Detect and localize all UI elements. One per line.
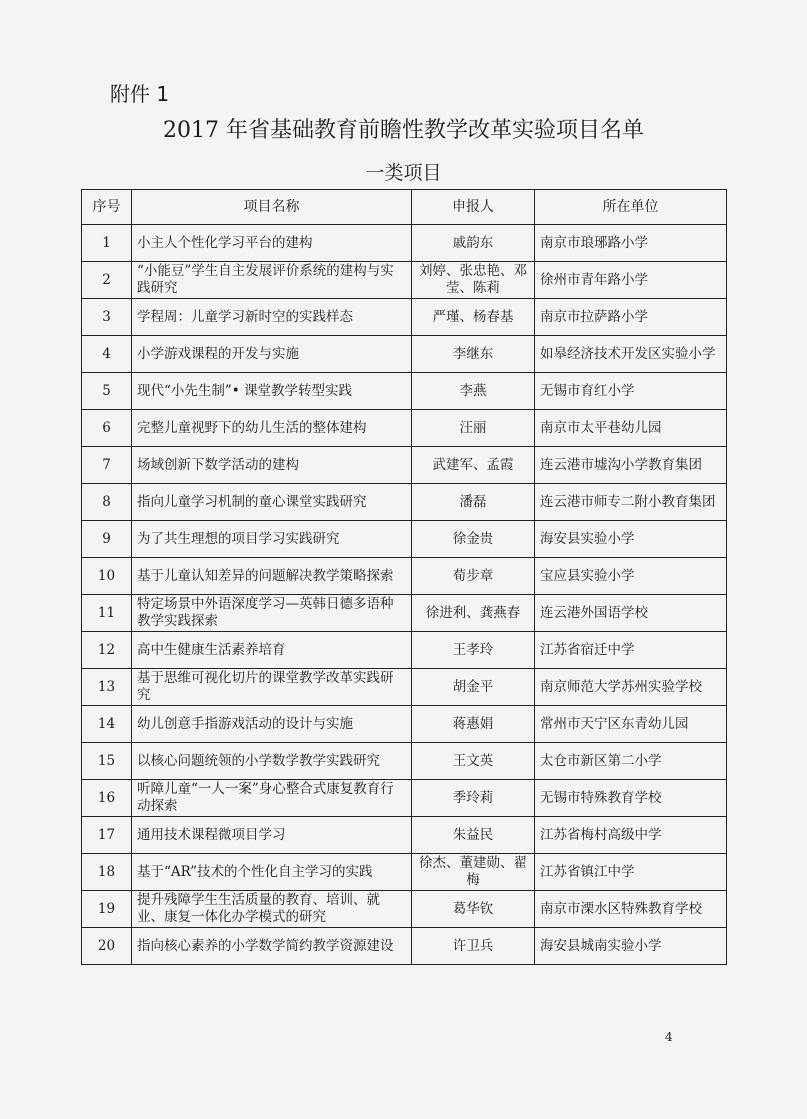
row-number: 13 [82,669,132,706]
table-row [82,780,727,817]
applicant-name: 蒋惠娟 [412,706,535,743]
project-name: 指向核心素养的小学数学简约教学资源建设 [132,928,412,965]
row-number: 4 [82,336,132,373]
project-name: 完整儿童视野下的幼儿生活的整体建构 [132,410,412,447]
header-applicant: 申报人 [412,190,535,225]
unit-name: 无锡市育红小学 [535,373,727,410]
header-number: 序号 [82,190,132,225]
attachment-label: 附件 1 [110,82,170,106]
project-name: “小能豆”学生自主发展评价系统的建构与实践研究 [132,262,412,299]
row-number: 19 [82,891,132,928]
project-name: 现代“小先生制”• 课堂教学转型实践 [132,373,412,410]
project-name: 为了共生理想的项目学习实践研究 [132,521,412,558]
unit-name: 南京市琅琊路小学 [535,225,727,262]
applicant-name: 荀步章 [412,558,535,595]
section-subtitle: 一类项目 [365,162,442,184]
unit-name: 常州市天宁区东青幼儿园 [535,706,727,743]
table-row [82,669,727,706]
applicant-name: 汪丽 [412,410,535,447]
unit-name: 江苏省宿迁中学 [535,632,727,669]
applicant-name: 徐金贵 [412,521,535,558]
unit-name: 连云港市墟沟小学教育集团 [535,447,727,484]
table-row [82,891,727,928]
applicant-name: 朱益民 [412,817,535,854]
applicant-name: 李燕 [412,373,535,410]
applicant-name: 刘婷、张忠艳、邓莹、陈莉 [412,262,535,299]
table-row [82,410,727,447]
unit-name: 徐州市青年路小学 [535,262,727,299]
project-name: 指向儿童学习机制的童心课堂实践研究 [132,484,412,521]
header-project-name: 项目名称 [132,190,412,225]
row-number: 18 [82,854,132,891]
project-name: 小学游戏课程的开发与实施 [132,336,412,373]
unit-name: 南京市溧水区特殊教育学校 [535,891,727,928]
table-row [82,632,727,669]
project-name: 高中生健康生活素养培育 [132,632,412,669]
project-name: 提升残障学生生活质量的教育、培训、就业、康复一体化办学模式的研究 [132,891,412,928]
applicant-name: 徐进利、龚燕春 [412,595,535,632]
row-number: 5 [82,373,132,410]
unit-name: 南京市拉萨路小学 [535,299,727,336]
applicant-name: 许卫兵 [412,928,535,965]
project-name: 小主人个性化学习平台的建构 [132,225,412,262]
header-unit: 所在单位 [535,190,727,225]
project-name: 幼儿创意手指游戏活动的设计与实施 [132,706,412,743]
unit-name: 如皋经济技术开发区实验小学 [535,336,727,373]
table-row [82,484,727,521]
unit-name: 连云港市师专二附小教育集团 [535,484,727,521]
row-number: 20 [82,928,132,965]
row-number: 9 [82,521,132,558]
table-body [82,225,727,965]
row-number: 6 [82,410,132,447]
applicant-name: 戚韵东 [412,225,535,262]
project-name: 以核心问题统领的小学数学教学实践研究 [132,743,412,780]
unit-name: 江苏省梅村高级中学 [535,817,727,854]
row-number: 14 [82,706,132,743]
table-row [82,854,727,891]
row-number: 8 [82,484,132,521]
table-row [82,743,727,780]
unit-name: 无锡市特殊教育学校 [535,780,727,817]
row-number: 15 [82,743,132,780]
table-row [82,262,727,299]
applicant-name: 葛华钦 [412,891,535,928]
project-name: 通用技术课程微项目学习 [132,817,412,854]
row-number: 10 [82,558,132,595]
applicant-name: 徐杰、董建勋、翟梅 [412,854,535,891]
table-header-row [82,190,727,225]
row-number: 11 [82,595,132,632]
project-name: 基于思维可视化切片的课堂教学改革实践研究 [132,669,412,706]
page-number: 4 [665,1030,673,1044]
row-number: 3 [82,299,132,336]
unit-name: 南京市太平巷幼儿园 [535,410,727,447]
row-number: 1 [82,225,132,262]
applicant-name: 严瑾、杨春基 [412,299,535,336]
table-row [82,447,727,484]
table-row [82,373,727,410]
table-row [82,928,727,965]
table-row [82,336,727,373]
row-number: 2 [82,262,132,299]
unit-name: 太仓市新区第二小学 [535,743,727,780]
table-row [82,706,727,743]
table-row [82,521,727,558]
table-row [82,299,727,336]
unit-name: 连云港外国语学校 [535,595,727,632]
project-table [81,189,727,965]
unit-name: 江苏省镇江中学 [535,854,727,891]
applicant-name: 季玲莉 [412,780,535,817]
table-row [82,225,727,262]
project-name: 基于儿童认知差异的问题解决教学策略探索 [132,558,412,595]
project-name: 听障儿童“一人一案”身心整合式康复教育行动探索 [132,780,412,817]
project-name: 特定场景中外语深度学习—英韩日德多语种教学实践探索 [132,595,412,632]
unit-name: 海安县城南实验小学 [535,928,727,965]
unit-name: 宝应县实验小学 [535,558,727,595]
applicant-name: 王文英 [412,743,535,780]
applicant-name: 潘磊 [412,484,535,521]
project-name: 学程周：儿童学习新时空的实践样态 [132,299,412,336]
row-number: 7 [82,447,132,484]
unit-name: 南京师范大学苏州实验学校 [535,669,727,706]
row-number: 12 [82,632,132,669]
applicant-name: 王孝玲 [412,632,535,669]
table-row [82,817,727,854]
applicant-name: 李继东 [412,336,535,373]
table-row [82,595,727,632]
row-number: 17 [82,817,132,854]
project-name: 基于“AR”技术的个性化自主学习的实践 [132,854,412,891]
table-row [82,558,727,595]
document-title: 2017 年省基础教育前瞻性教学改革实验项目名单 [163,118,644,143]
row-number: 16 [82,780,132,817]
applicant-name: 胡金平 [412,669,535,706]
applicant-name: 武建军、孟霞 [412,447,535,484]
unit-name: 海安县实验小学 [535,521,727,558]
project-name: 场域创新下数学活动的建构 [132,447,412,484]
